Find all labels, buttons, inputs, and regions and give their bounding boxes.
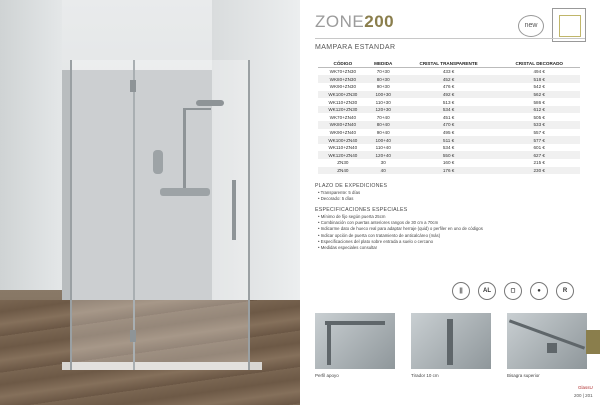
delivery-title: PLAZO DE EXPEDICIONES xyxy=(315,183,388,189)
table-header-row xyxy=(318,60,580,68)
table-cell: 100+40 xyxy=(368,136,399,144)
shower-pipe xyxy=(183,110,186,190)
table-cell: WK110+ZN40 xyxy=(328,145,358,151)
hinge-bottom xyxy=(130,330,136,342)
table-cell: 80+40 xyxy=(368,121,399,129)
table-cell: 120+40 xyxy=(368,151,399,159)
table-row xyxy=(318,91,580,99)
thumb-handle xyxy=(411,313,491,369)
table-cell: WK100+ZN30 xyxy=(318,91,368,99)
table-cell: 110+30 xyxy=(375,99,391,105)
table-cell: WK80+ZN30 xyxy=(318,75,368,83)
table-cell: WK120+ZN30 xyxy=(318,106,368,114)
table-cell: 230 € xyxy=(498,167,580,175)
table-cell: 470 € xyxy=(399,121,499,129)
thumb-hinge xyxy=(507,313,587,369)
column-header: MEDIDA xyxy=(368,60,399,68)
table-cell: 80+30 xyxy=(368,75,399,83)
table-row xyxy=(318,106,580,114)
table-cell: 601 € xyxy=(533,145,545,151)
list-item: • Medidas especiales consultar xyxy=(318,245,483,251)
special-list xyxy=(318,214,483,251)
list-item: • Decorado: 5 días xyxy=(318,196,360,202)
table-cell: 513 € xyxy=(442,99,455,105)
list-item: • Mínimo de fijo según puerta 25cm xyxy=(318,214,483,220)
detail-thumbnails xyxy=(315,313,587,369)
shower-head xyxy=(196,100,224,106)
spec-page xyxy=(300,0,600,405)
table-cell: 433 € xyxy=(442,69,455,75)
table-cell: 70+40 xyxy=(376,114,390,120)
table-row xyxy=(318,151,580,159)
table-cell: WK110+ZN30 xyxy=(328,99,358,105)
table-cell: 534 € xyxy=(442,145,455,151)
table-cell: WK100+ZN40 xyxy=(318,136,368,144)
thumb-profile xyxy=(315,313,395,369)
table-cell: 110+40 xyxy=(375,145,391,151)
glass-divider xyxy=(133,60,135,370)
special-title: ESPECIFICACIONES ESPECIALES xyxy=(315,207,408,213)
table-cell: 160 € xyxy=(442,160,455,166)
table-row xyxy=(318,83,580,91)
table-cell: 542 € xyxy=(533,84,545,90)
table-cell: 495 € xyxy=(442,129,455,135)
table-cell: 505 € xyxy=(533,114,545,120)
table-cell: 511 € xyxy=(399,136,499,144)
title-divider xyxy=(315,38,585,39)
table-cell: WK70+ZN30 xyxy=(329,69,357,75)
page-number: 200 | 201 xyxy=(574,393,593,398)
table-cell: 90+40 xyxy=(376,129,390,135)
table-cell: 494 € xyxy=(533,69,545,75)
shower-layout-icon xyxy=(552,8,586,42)
column-header: CRISTAL DECORADO xyxy=(498,60,580,68)
thumb-caption: Tirador 10 cm xyxy=(411,373,439,378)
table-row xyxy=(318,75,580,83)
shower-arm xyxy=(183,108,211,110)
list-item: • Indicarme dato de hueco real para adaptar herraje (quid) o perfiler en uno de códigos xyxy=(318,226,483,232)
table-cell: 476 € xyxy=(442,84,455,90)
feature-icons xyxy=(452,282,574,300)
table-cell: WK120+ZN40 xyxy=(318,151,368,159)
table-cell: 533 € xyxy=(498,121,580,129)
table-cell: 30 xyxy=(380,160,386,166)
table-cell: 518 € xyxy=(498,75,580,83)
table-row xyxy=(318,68,580,76)
handle-bar xyxy=(447,319,453,365)
reversible-icon: R xyxy=(556,282,574,300)
price-table xyxy=(318,60,580,174)
hinge-top xyxy=(130,80,136,92)
profile-icon: || xyxy=(452,282,470,300)
glass-panel xyxy=(70,60,250,370)
table-cell: WK90+ZN40 xyxy=(329,129,357,135)
drop-icon: ● xyxy=(530,282,548,300)
table-cell: WK70+ZN40 xyxy=(329,114,357,120)
table-cell: 612 € xyxy=(498,106,580,114)
column-header: CRISTAL TRANSPARENTE xyxy=(399,60,499,68)
table-cell: 452 € xyxy=(399,75,499,83)
table-cell: 492 € xyxy=(399,91,499,99)
glass-icon: ◻ xyxy=(504,282,522,300)
list-item: • Combinación con puertas anteriores rangos de 30 cm a 70cm xyxy=(318,220,483,226)
footer-brand: GlassU xyxy=(578,385,593,390)
product-title-bold: 200 xyxy=(364,12,395,31)
table-row xyxy=(318,129,580,137)
table-row xyxy=(318,98,580,106)
table-cell: 120+30 xyxy=(368,106,399,114)
delivery-list xyxy=(318,190,360,202)
table-cell: 534 € xyxy=(399,106,499,114)
product-title-light: ZONE xyxy=(315,12,365,31)
new-badge: new xyxy=(518,15,544,37)
table-cell: 562 € xyxy=(498,91,580,99)
table-cell: ZN40 xyxy=(318,167,368,175)
table-cell: 70+30 xyxy=(376,69,390,75)
page-subtitle: MAMPARA ESTANDAR xyxy=(315,44,396,51)
list-item: • Indicar opción de puerta con tratamiento de anticalcáreo (más) xyxy=(318,233,483,239)
thumb-caption: Perfil apoyo xyxy=(315,373,339,378)
table-cell: 100+30 xyxy=(368,91,399,99)
section-tab xyxy=(586,330,600,354)
product-title xyxy=(315,12,394,32)
table-cell: 627 € xyxy=(498,151,580,159)
list-item: • Transparente: 5 días xyxy=(318,190,360,196)
table-row xyxy=(318,113,580,121)
list-item: • Especificaciones del plato sobre entrada a suelo o cercano xyxy=(318,239,483,245)
table-row xyxy=(318,167,580,175)
table-row xyxy=(318,144,580,152)
thumb-caption: Bisagra superior xyxy=(507,373,540,378)
table-cell: 40 xyxy=(368,167,399,175)
table-cell: 557 € xyxy=(533,129,545,135)
table-cell: 451 € xyxy=(442,114,455,120)
shower-mixer xyxy=(160,188,210,196)
table-row xyxy=(318,136,580,144)
table-cell: 550 € xyxy=(399,151,499,159)
door-handle xyxy=(232,180,236,240)
table-cell: WK90+ZN30 xyxy=(329,84,357,90)
table-cell: 90+30 xyxy=(376,84,390,90)
table-cell: 586 € xyxy=(533,99,545,105)
table-cell: 176 € xyxy=(399,167,499,175)
wall-left xyxy=(0,0,62,290)
table-row xyxy=(318,159,580,167)
table-row xyxy=(318,121,580,129)
column-header: CÓDIGO xyxy=(318,60,368,68)
table-cell: WK80+ZN40 xyxy=(318,121,368,129)
table-cell: 577 € xyxy=(498,136,580,144)
table-cell: ZN30 xyxy=(337,160,349,166)
profile-post xyxy=(327,325,331,365)
aluminium-icon: AL xyxy=(478,282,496,300)
hinge-block xyxy=(547,343,557,353)
hand-shower xyxy=(153,150,163,174)
profile-bar xyxy=(325,321,385,325)
table-cell: 215 € xyxy=(533,160,545,166)
